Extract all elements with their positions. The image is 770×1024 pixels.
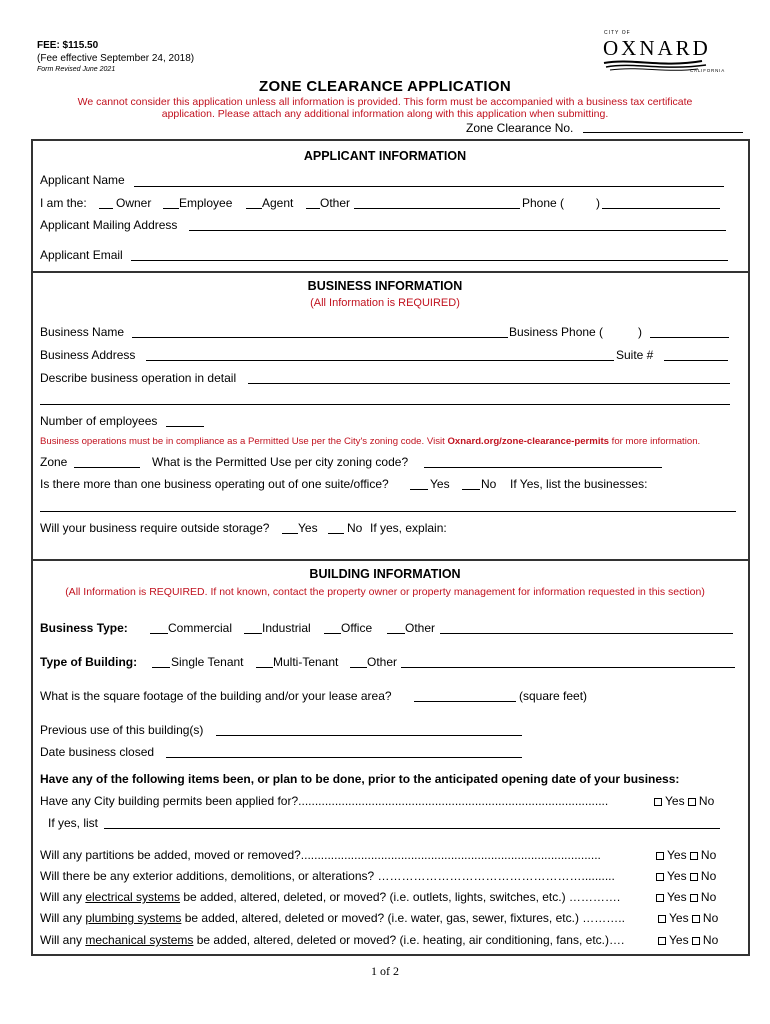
exterior-no-checkbox[interactable] bbox=[690, 873, 698, 881]
multi-tenant-label: Multi-Tenant bbox=[273, 655, 339, 669]
building-heading: BUILDING INFORMATION bbox=[309, 567, 461, 581]
phone-field[interactable] bbox=[602, 208, 720, 209]
items-heading: Have any of the following items been, or plan to be done, prior to the anticipated opening date of your business: bbox=[40, 772, 680, 786]
electrical-yes-checkbox[interactable] bbox=[656, 894, 664, 902]
oxnard-logo bbox=[602, 28, 730, 76]
applicant-heading: APPLICANT INFORMATION bbox=[303, 149, 467, 163]
zone-field[interactable] bbox=[74, 467, 140, 468]
section-divider bbox=[31, 559, 750, 561]
permits-if-yes-label: If yes, list bbox=[48, 816, 99, 830]
describe-field-1[interactable] bbox=[248, 383, 730, 384]
section-divider bbox=[31, 271, 750, 273]
electrical-question: Will any electrical systems be added, altered, deleted, or moved? (i.e. outlets, lights, switches, etc.) …………. bbox=[40, 890, 621, 904]
mechanical-yes-checkbox[interactable] bbox=[658, 937, 666, 945]
storage-no[interactable] bbox=[328, 533, 344, 534]
business-name-field[interactable] bbox=[132, 337, 508, 338]
permits-question: Have any City building permits been applied for?............................................................................................. bbox=[40, 794, 609, 808]
partitions-no-label: No bbox=[700, 848, 717, 862]
agent-check[interactable] bbox=[246, 208, 262, 209]
commercial-check[interactable] bbox=[150, 633, 168, 634]
more-than-one-yes[interactable] bbox=[410, 489, 428, 490]
form-frame bbox=[31, 139, 750, 956]
business-name-label: Business Name bbox=[40, 325, 125, 339]
mailing-address-field[interactable] bbox=[189, 230, 726, 231]
previous-use-field[interactable] bbox=[216, 735, 522, 736]
page-title: ZONE CLEARANCE APPLICATION bbox=[259, 78, 511, 95]
storage-yes[interactable] bbox=[282, 533, 298, 534]
business-phone-close: ) bbox=[638, 325, 642, 339]
permitted-use-field[interactable] bbox=[424, 467, 662, 468]
single-tenant-label: Single Tenant bbox=[171, 655, 244, 669]
other-label: Other bbox=[320, 196, 351, 210]
more-than-one-label: Is there more than one business operating out of one suite/office? bbox=[40, 477, 389, 491]
plumbing-no-checkbox[interactable] bbox=[692, 915, 700, 923]
permits-yes-checkbox[interactable] bbox=[654, 798, 662, 806]
business-heading: BUSINESS INFORMATION bbox=[307, 279, 463, 293]
zone-clearance-no-label: Zone Clearance No. bbox=[466, 121, 574, 135]
plumbing-no-label: No bbox=[702, 911, 719, 925]
list-businesses-field[interactable] bbox=[40, 511, 736, 512]
electrical-yn bbox=[656, 890, 716, 904]
employee-check[interactable] bbox=[163, 208, 179, 209]
single-tenant-check[interactable] bbox=[152, 667, 170, 668]
building-other-label: Other bbox=[367, 655, 398, 669]
exterior-yes-label: Yes bbox=[667, 869, 687, 883]
permits-list-field[interactable] bbox=[104, 828, 720, 829]
page-number: 1 of 2 bbox=[371, 964, 399, 978]
storage-yes-label: Yes bbox=[298, 521, 318, 535]
business-type-label: Business Type: bbox=[40, 621, 128, 635]
suite-label: Suite # bbox=[616, 348, 654, 362]
if-yes-explain-label: If yes, explain: bbox=[370, 521, 447, 535]
exterior-yes-checkbox[interactable] bbox=[656, 873, 664, 881]
zone-label: Zone bbox=[40, 455, 68, 469]
multi-tenant-check[interactable] bbox=[256, 667, 273, 668]
office-label: Office bbox=[341, 621, 373, 635]
permits-no-label: No bbox=[698, 794, 715, 808]
logo-state: CALIFORNIA bbox=[690, 68, 726, 73]
describe-label: Describe business operation in detail bbox=[40, 371, 237, 385]
type-other-check[interactable] bbox=[387, 633, 405, 634]
if-yes-list-label: If Yes, list the businesses: bbox=[510, 477, 648, 491]
type-other-label: Other bbox=[405, 621, 436, 635]
more-than-one-yes-label: Yes bbox=[430, 477, 450, 491]
compliance-link[interactable]: Oxnard.org/zone-clearance-permits bbox=[447, 436, 610, 447]
mechanical-no-checkbox[interactable] bbox=[692, 937, 700, 945]
building-other-check[interactable] bbox=[350, 667, 367, 668]
employee-label: Employee bbox=[179, 196, 233, 210]
electrical-yes-label: Yes bbox=[667, 890, 687, 904]
storage-no-label: No bbox=[347, 521, 363, 535]
permits-yes-label: Yes bbox=[665, 794, 685, 808]
plumbing-yn bbox=[658, 911, 718, 925]
business-phone-label: Business Phone ( bbox=[509, 325, 604, 339]
i-am-label: I am the: bbox=[40, 196, 87, 210]
more-than-one-no-label: No bbox=[481, 477, 497, 491]
notice-line-1: We cannot consider this application unless all information is provided. This form must be accompanied with a business tax certificate bbox=[77, 96, 693, 108]
mechanical-yn bbox=[658, 933, 718, 947]
email-label: Applicant Email bbox=[40, 248, 123, 262]
applicant-name-field[interactable] bbox=[134, 186, 724, 187]
email-field[interactable] bbox=[131, 260, 728, 261]
type-other-field[interactable] bbox=[440, 633, 733, 634]
plumbing-yes-label: Yes bbox=[669, 911, 689, 925]
partitions-yes-label: Yes bbox=[667, 848, 687, 862]
industrial-check[interactable] bbox=[244, 633, 262, 634]
fee-label: FEE: $115.50 bbox=[37, 40, 99, 51]
permits-no-checkbox[interactable] bbox=[688, 798, 696, 806]
partitions-no-checkbox[interactable] bbox=[690, 852, 698, 860]
sqft-unit: (square feet) bbox=[519, 689, 588, 703]
mailing-address-label: Applicant Mailing Address bbox=[40, 218, 178, 232]
office-check[interactable] bbox=[324, 633, 341, 634]
notice-line-2: application. Please attach any additional information along with this application when submitting. bbox=[161, 108, 609, 120]
logo-name: OXNARD bbox=[603, 36, 711, 60]
fee-effective: (Fee effective September 24, 2018) bbox=[37, 53, 195, 64]
mechanical-question: Will any mechanical systems be added, altered, deleted or moved? (i.e. heating, air conditioning, fans, etc.)…. bbox=[40, 933, 625, 947]
other-check[interactable] bbox=[306, 208, 320, 209]
other-field[interactable] bbox=[354, 208, 520, 209]
commercial-label: Commercial bbox=[168, 621, 233, 635]
owner-label: Owner bbox=[116, 196, 152, 210]
industrial-label: Industrial bbox=[262, 621, 311, 635]
mechanical-no-label: No bbox=[702, 933, 719, 947]
phone-label: Phone ( bbox=[522, 196, 565, 210]
exterior-question: Will there be any exterior additions, demolitions, or alterations? …………………………………………….......... bbox=[40, 869, 615, 883]
agent-label: Agent bbox=[262, 196, 294, 210]
owner-check[interactable] bbox=[99, 208, 113, 209]
business-address-label: Business Address bbox=[40, 348, 136, 362]
suite-field[interactable] bbox=[664, 360, 728, 361]
building-other-field[interactable] bbox=[401, 667, 735, 668]
mechanical-yes-label: Yes bbox=[669, 933, 689, 947]
exterior-yn bbox=[656, 869, 716, 883]
describe-field-2[interactable] bbox=[40, 404, 730, 405]
plumbing-yes-checkbox[interactable] bbox=[658, 915, 666, 923]
compliance-note: Business operations must be in compliance as a Permitted Use per the City's zoning code. Visit Oxnard.org/zone-clearance-permits for more information. bbox=[40, 436, 701, 447]
employees-field[interactable] bbox=[166, 426, 204, 427]
zone-clearance-no-field[interactable] bbox=[583, 132, 743, 133]
business-required: (All Information is REQUIRED) bbox=[310, 297, 460, 309]
business-address-field[interactable] bbox=[146, 360, 614, 361]
permitted-use-label: What is the Permitted Use per city zoning code? bbox=[152, 455, 409, 469]
business-phone-field[interactable] bbox=[650, 337, 729, 338]
logo-city-of: CITY OF bbox=[604, 30, 631, 36]
electrical-no-label: No bbox=[700, 890, 717, 904]
sqft-label: What is the square footage of the building and/or your lease area? bbox=[40, 689, 392, 703]
date-closed-label: Date business closed bbox=[40, 745, 155, 759]
employees-label: Number of employees bbox=[40, 414, 158, 428]
building-required: (All Information is REQUIRED. If not known, contact the property owner or property management for information requested in this section) bbox=[65, 586, 705, 598]
more-than-one-no[interactable] bbox=[462, 489, 480, 490]
sqft-field[interactable] bbox=[414, 701, 516, 702]
electrical-no-checkbox[interactable] bbox=[690, 894, 698, 902]
form-revised: Form Revised June 2021 bbox=[37, 66, 116, 73]
date-closed-field[interactable] bbox=[166, 757, 522, 758]
applicant-name-label: Applicant Name bbox=[40, 173, 125, 187]
partitions-yes-checkbox[interactable] bbox=[656, 852, 664, 860]
partitions-question: Will any partitions be added, moved or removed?.......................................................................................... bbox=[40, 848, 601, 862]
previous-use-label: Previous use of this building(s) bbox=[40, 723, 204, 737]
partitions-yn bbox=[656, 848, 716, 862]
storage-label: Will your business require outside storage? bbox=[40, 521, 270, 535]
phone-close: ) bbox=[596, 196, 600, 210]
plumbing-question: Will any plumbing systems be added, altered, deleted or moved? (i.e. water, gas, sewer, fixtures, etc.) ……….. bbox=[40, 911, 625, 925]
permits-yn bbox=[654, 794, 714, 808]
exterior-no-label: No bbox=[700, 869, 717, 883]
building-type-label: Type of Building: bbox=[40, 655, 138, 669]
